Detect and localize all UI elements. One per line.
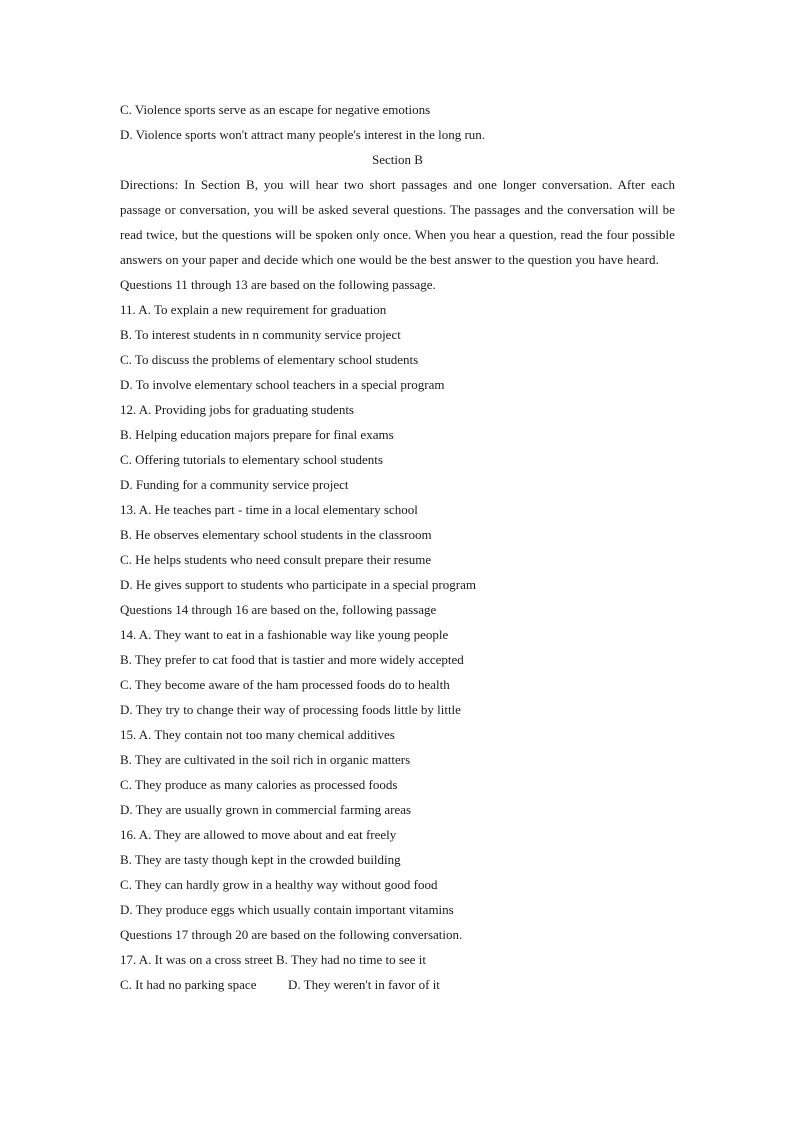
document-page bbox=[120, 97, 675, 997]
option-line: B. To interest students in n community service project bbox=[120, 327, 401, 342]
option-line: B. They are cultivated in the soil rich in organic matters bbox=[120, 752, 411, 767]
option-d: D. They weren't in favor of it bbox=[288, 977, 440, 992]
option-line: C. Violence sports serve as an escape for negative emotions bbox=[120, 102, 431, 117]
option-line: B. They prefer to cat food that is tastier and more widely accepted bbox=[120, 652, 464, 667]
question-header: Questions 11 through 13 are based on the following passage. bbox=[120, 277, 436, 292]
option-line: C. They become aware of the ham processed foods do to health bbox=[120, 677, 450, 692]
option-line: B. They are tasty though kept in the crowded building bbox=[120, 852, 401, 867]
option-line: 14. A. They want to eat in a fashionable way like young people bbox=[120, 627, 449, 642]
option-c: C. It had no parking space bbox=[120, 977, 257, 992]
option-line: D. They are usually grown in commercial farming areas bbox=[120, 802, 412, 817]
option-line: C. They can hardly grow in a healthy way without good food bbox=[120, 877, 438, 892]
option-line: C. To discuss the problems of elementary school students bbox=[120, 352, 419, 367]
option-line: 11. A. To explain a new requirement for graduation bbox=[120, 302, 387, 317]
option-line: 15. A. They contain not too many chemical additives bbox=[120, 727, 395, 742]
option-line: 16. A. They are allowed to move about and eat freely bbox=[120, 827, 397, 842]
question-header: Questions 17 through 20 are based on the following conversation. bbox=[120, 927, 463, 942]
option-line: D. To involve elementary school teachers in a special program bbox=[120, 377, 445, 392]
option-line: D. They try to change their way of processing foods little by little bbox=[120, 702, 461, 717]
option-line: D. They produce eggs which usually contain important vitamins bbox=[120, 902, 454, 917]
option-line: C. He helps students who need consult prepare their resume bbox=[120, 552, 432, 567]
option-pair-line bbox=[120, 972, 675, 997]
option-line: B. He observes elementary school students in the classroom bbox=[120, 527, 432, 542]
directions-paragraph: Directions: In Section B, you will hear two short passages and one longer conversation. After each passage or conversation, you will be asked several questions. The passages and the conversation will be read twice, but the questions will be spoken only once. When you hear a question, read the four possible answers on your paper and decide which one would be the best answer to the question you have heard. bbox=[120, 177, 675, 267]
section-title: Section B bbox=[372, 152, 423, 167]
option-line: D. Violence sports won't attract many people's interest in the long run. bbox=[120, 127, 486, 142]
option-line: 13. A. He teaches part - time in a local elementary school bbox=[120, 502, 418, 517]
option-line: D. Funding for a community service project bbox=[120, 477, 349, 492]
option-line: 17. A. It was on a cross street B. They had no time to see it bbox=[120, 952, 426, 967]
option-line: D. He gives support to students who participate in a special program bbox=[120, 577, 476, 592]
option-line: C. They produce as many calories as processed foods bbox=[120, 777, 398, 792]
option-line: 12. A. Providing jobs for graduating students bbox=[120, 402, 354, 417]
option-line: C. Offering tutorials to elementary school students bbox=[120, 452, 383, 467]
question-header: Questions 14 through 16 are based on the, following passage bbox=[120, 602, 437, 617]
option-line: B. Helping education majors prepare for final exams bbox=[120, 427, 394, 442]
